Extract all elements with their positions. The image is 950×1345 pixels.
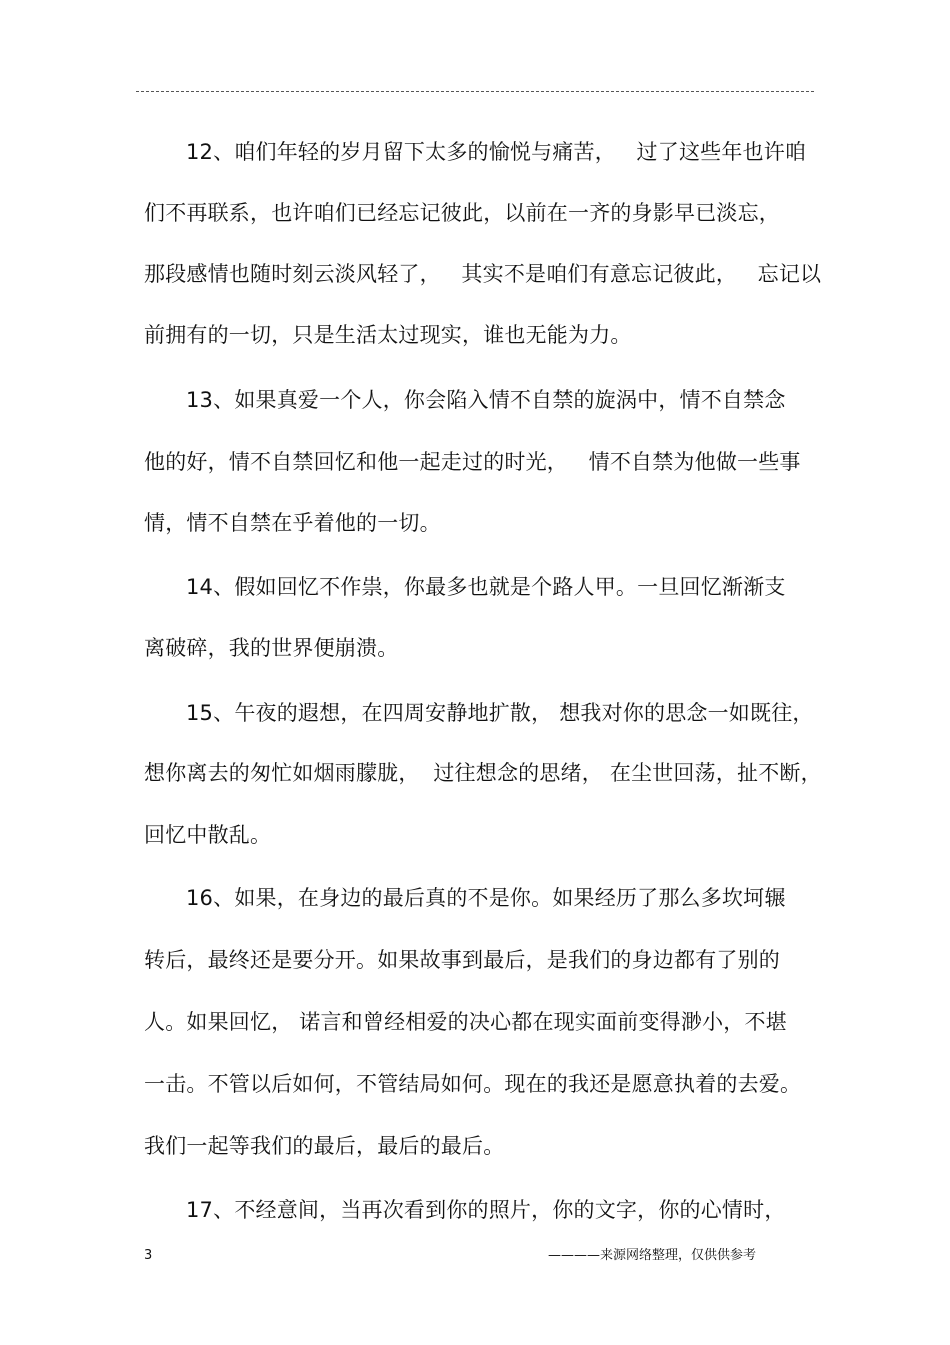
text-line: 们不再联系，也许咱们已经忘记彼此，以前在一齐的身影早已淡忘， [144,201,780,225]
text-line: 想你离去的匆忙如烟雨朦胧， 过往想念的思绪， 在尘世回荡，扯不断， [144,761,822,785]
footer-note: ————来源网络整理，仅供供参考 [548,1248,757,1263]
text-line: 15、午夜的遐想，在四周安静地扩散， 想我对你的思念一如既往， [186,701,814,725]
text-line: 17、不经意间，当再次看到你的照片，你的文字，你的心情时， [186,1198,786,1222]
text-line: 离破碎，我的世界便崩溃。 [144,636,399,660]
text-line: 一击。不管以后如何，不管结局如何。现在的我还是愿意执着的去爱。 [144,1072,802,1096]
text-line: 那段感情也随时刻云淡风轻了， 其实不是咱们有意忘记彼此， 忘记以 [144,262,822,286]
text-line: 前拥有的一切，只是生活太过现实，谁也无能为力。 [144,323,632,347]
text-line: 回忆中散乱。 [144,823,272,847]
header-divider [136,91,814,92]
text-line: 我们一起等我们的最后，最后的最后。 [144,1134,505,1158]
text-line: 14、假如回忆不作祟，你最多也就是个路人甲。一旦回忆渐渐支 [186,575,786,599]
page-number: 3 [144,1248,153,1263]
text-line: 转后，最终还是要分开。如果故事到最后，是我们的身边都有了别的 [144,948,780,972]
text-line: 人。如果回忆， 诺言和曾经相爱的决心都在现实面前变得渺小，不堪 [144,1010,787,1034]
text-line: 16、如果，在身边的最后真的不是你。如果经历了那么多坎坷辗 [186,886,786,910]
text-line: 13、如果真爱一个人，你会陷入情不自禁的旋涡中，情不自禁念 [186,388,786,412]
text-line: 12、咱们年轻的岁月留下太多的愉悦与痛苦， 过了这些年也许咱 [186,140,807,164]
text-line: 他的好，情不自禁回忆和他一起走过的时光， 情不自禁为他做一些事 [144,450,801,474]
text-line: 情，情不自禁在乎着他的一切。 [144,511,441,535]
